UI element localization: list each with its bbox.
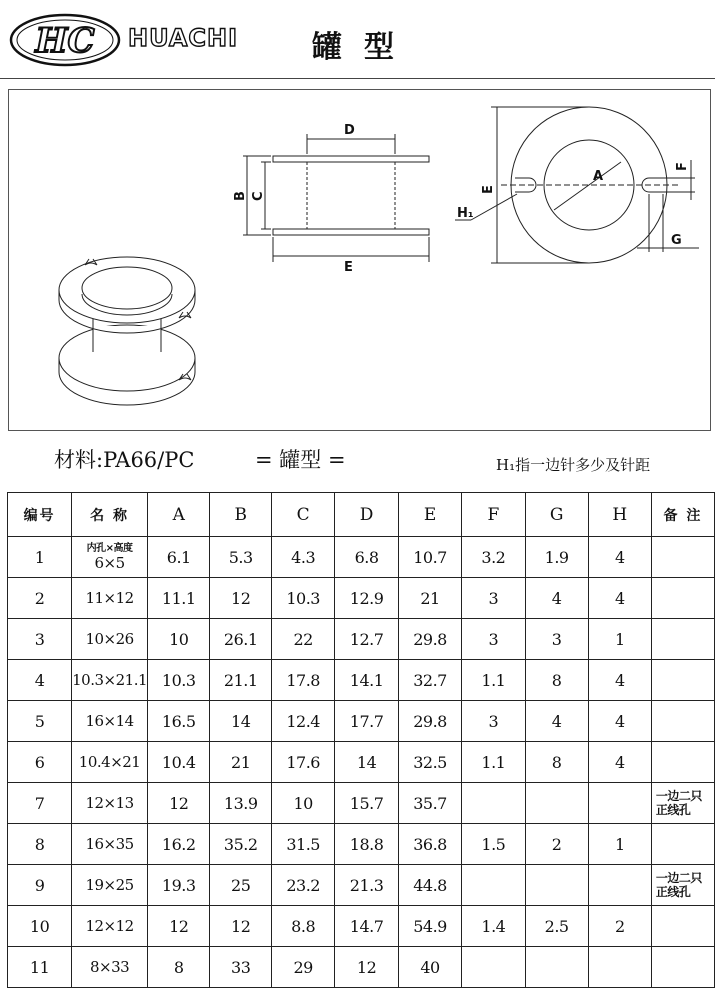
cell-b: 25 [210, 865, 271, 906]
name-value: 10.3×21.1 [72, 670, 148, 689]
cell-g [525, 947, 588, 988]
cell-c: 10.3 [271, 578, 334, 619]
column-header: E [398, 493, 461, 537]
cell-remark [651, 906, 714, 947]
cell-a: 12 [148, 906, 210, 947]
table-row [8, 906, 715, 947]
cell-name [72, 906, 148, 947]
cell-c: 23.2 [271, 865, 334, 906]
column-header: F [462, 493, 525, 537]
table-header-row [8, 493, 715, 537]
side-view [233, 123, 429, 275]
cell-f: 3.2 [462, 537, 525, 578]
cell-no: 9 [8, 865, 72, 906]
cell-c: 31.5 [271, 824, 334, 865]
column-header: A [148, 493, 210, 537]
column-header: D [335, 493, 398, 537]
cell-a: 19.3 [148, 865, 210, 906]
cell-name [72, 742, 148, 783]
cell-h [588, 947, 651, 988]
column-header: B [210, 493, 271, 537]
h1-note: H₁指一边针多少及针距 [496, 456, 651, 474]
cell-b: 21 [210, 742, 271, 783]
table-row [8, 824, 715, 865]
cell-g: 4 [525, 701, 588, 742]
table-row [8, 619, 715, 660]
table-row [8, 660, 715, 701]
name-value: 12×13 [85, 793, 134, 812]
cell-e: 29.8 [398, 701, 461, 742]
name-subtitle: 内孔×高度 [86, 542, 133, 554]
cell-e: 40 [398, 947, 461, 988]
cell-e: 32.7 [398, 660, 461, 701]
cell-d: 12.9 [335, 578, 398, 619]
cell-h: 4 [588, 578, 651, 619]
cell-remark [651, 537, 714, 578]
cell-f: 3 [462, 619, 525, 660]
cell-e: 32.5 [398, 742, 461, 783]
label-h1: H₁ [457, 206, 474, 221]
table-row [8, 578, 715, 619]
cell-name [72, 783, 148, 824]
cell-b: 5.3 [210, 537, 271, 578]
label-e-side: E [344, 260, 353, 275]
cell-c: 22 [271, 619, 334, 660]
label-a: A [593, 169, 604, 184]
label-c: C [251, 191, 266, 201]
cell-h: 1 [588, 824, 651, 865]
cell-g: 8 [525, 660, 588, 701]
name-value: 12×12 [85, 916, 134, 935]
table-row [8, 947, 715, 988]
cell-name [72, 537, 148, 578]
cell-h [588, 783, 651, 824]
cell-d: 18.8 [335, 824, 398, 865]
cell-remark [651, 578, 714, 619]
cell-remark [651, 701, 714, 742]
cell-remark [651, 824, 714, 865]
cell-f [462, 783, 525, 824]
name-value: 16×35 [85, 834, 134, 853]
column-header: H [588, 493, 651, 537]
label-f: F [675, 162, 690, 171]
table-row [8, 742, 715, 783]
cell-a: 10 [148, 619, 210, 660]
cell-no: 1 [8, 537, 72, 578]
name-value: 6×5 [94, 553, 125, 572]
cell-h: 2 [588, 906, 651, 947]
column-header: G [525, 493, 588, 537]
cell-g: 1.9 [525, 537, 588, 578]
cell-d: 14 [335, 742, 398, 783]
cell-h: 4 [588, 701, 651, 742]
cell-d: 15.7 [335, 783, 398, 824]
cell-e: 35.7 [398, 783, 461, 824]
cell-e: 54.9 [398, 906, 461, 947]
cell-g: 8 [525, 742, 588, 783]
cell-b: 14 [210, 701, 271, 742]
label-b: B [233, 191, 248, 201]
cell-b: 12 [210, 578, 271, 619]
table-row [8, 865, 715, 906]
column-header: C [271, 493, 334, 537]
cell-c: 17.6 [271, 742, 334, 783]
cell-remark: 一边二只 正线孔 [651, 865, 714, 906]
cell-remark [651, 947, 714, 988]
name-value: 11×12 [85, 588, 134, 607]
cell-f [462, 947, 525, 988]
cell-a: 10.3 [148, 660, 210, 701]
cell-remark [651, 619, 714, 660]
cell-f: 1.1 [462, 742, 525, 783]
cell-c: 29 [271, 947, 334, 988]
cell-remark [651, 742, 714, 783]
column-header: 备 注 [651, 493, 714, 537]
cell-f [462, 865, 525, 906]
name-value: 16×14 [85, 711, 134, 730]
cell-no: 3 [8, 619, 72, 660]
spec-table [7, 492, 715, 988]
cell-b: 12 [210, 906, 271, 947]
label-d: D [344, 123, 355, 138]
cell-h: 4 [588, 742, 651, 783]
cell-h: 4 [588, 537, 651, 578]
technical-drawing [8, 89, 711, 431]
name-value: 10.4×21 [78, 752, 141, 771]
cell-b: 13.9 [210, 783, 271, 824]
cell-a: 12 [148, 783, 210, 824]
huachi-logo [8, 12, 123, 68]
cell-name [72, 824, 148, 865]
cell-e: 21 [398, 578, 461, 619]
column-header: 编号 [8, 493, 72, 537]
label-e-top: E [481, 185, 496, 194]
label-g: G [671, 233, 682, 248]
cell-d: 6.8 [335, 537, 398, 578]
column-header: 名 称 [72, 493, 148, 537]
cell-h [588, 865, 651, 906]
table-row [8, 783, 715, 824]
cell-f: 3 [462, 701, 525, 742]
cell-no: 2 [8, 578, 72, 619]
cell-a: 8 [148, 947, 210, 988]
cell-c: 4.3 [271, 537, 334, 578]
cell-remark [651, 660, 714, 701]
cell-c: 8.8 [271, 906, 334, 947]
cell-name [72, 660, 148, 701]
cell-d: 21.3 [335, 865, 398, 906]
cell-d: 14.1 [335, 660, 398, 701]
brand-name: HUACHI [128, 24, 239, 52]
cell-e: 10.7 [398, 537, 461, 578]
cell-g: 2 [525, 824, 588, 865]
top-view [455, 107, 699, 263]
cell-h: 1 [588, 619, 651, 660]
cell-name [72, 947, 148, 988]
cell-h: 4 [588, 660, 651, 701]
logo-letters: HC [35, 21, 95, 61]
cell-d: 12 [335, 947, 398, 988]
section-subtitle: = 罐型 = [255, 448, 346, 472]
cell-f: 1.4 [462, 906, 525, 947]
cell-e: 36.8 [398, 824, 461, 865]
cell-a: 16.5 [148, 701, 210, 742]
cell-g [525, 865, 588, 906]
cell-remark: 一边二只 正线孔 [651, 783, 714, 824]
name-value: 19×25 [85, 875, 134, 894]
cell-name [72, 578, 148, 619]
cell-no: 5 [8, 701, 72, 742]
cell-e: 29.8 [398, 619, 461, 660]
cell-d: 12.7 [335, 619, 398, 660]
cell-g: 4 [525, 578, 588, 619]
cell-no: 6 [8, 742, 72, 783]
cell-b: 26.1 [210, 619, 271, 660]
material-label: 材料:PA66/PC [54, 448, 195, 472]
cell-no: 11 [8, 947, 72, 988]
cell-name [72, 619, 148, 660]
cell-no: 8 [8, 824, 72, 865]
cell-a: 10.4 [148, 742, 210, 783]
table-row [8, 701, 715, 742]
cell-e: 44.8 [398, 865, 461, 906]
page-title: 罐型 [312, 30, 416, 65]
cell-no: 7 [8, 783, 72, 824]
cell-name [72, 701, 148, 742]
cell-f: 3 [462, 578, 525, 619]
cell-b: 21.1 [210, 660, 271, 701]
cell-name [72, 865, 148, 906]
cell-f: 1.5 [462, 824, 525, 865]
isometric-view [59, 257, 195, 405]
name-value: 10×26 [85, 629, 134, 648]
cell-c: 12.4 [271, 701, 334, 742]
cell-a: 16.2 [148, 824, 210, 865]
cell-b: 35.2 [210, 824, 271, 865]
cell-f: 1.1 [462, 660, 525, 701]
cell-d: 17.7 [335, 701, 398, 742]
header-divider [0, 78, 715, 79]
cell-no: 10 [8, 906, 72, 947]
cell-g: 3 [525, 619, 588, 660]
cell-c: 10 [271, 783, 334, 824]
table-row [8, 537, 715, 578]
cell-g: 2.5 [525, 906, 588, 947]
cell-d: 14.7 [335, 906, 398, 947]
name-value: 8×33 [89, 957, 130, 976]
cell-g [525, 783, 588, 824]
cell-a: 6.1 [148, 537, 210, 578]
cell-a: 11.1 [148, 578, 210, 619]
cell-no: 4 [8, 660, 72, 701]
cell-b: 33 [210, 947, 271, 988]
cell-c: 17.8 [271, 660, 334, 701]
